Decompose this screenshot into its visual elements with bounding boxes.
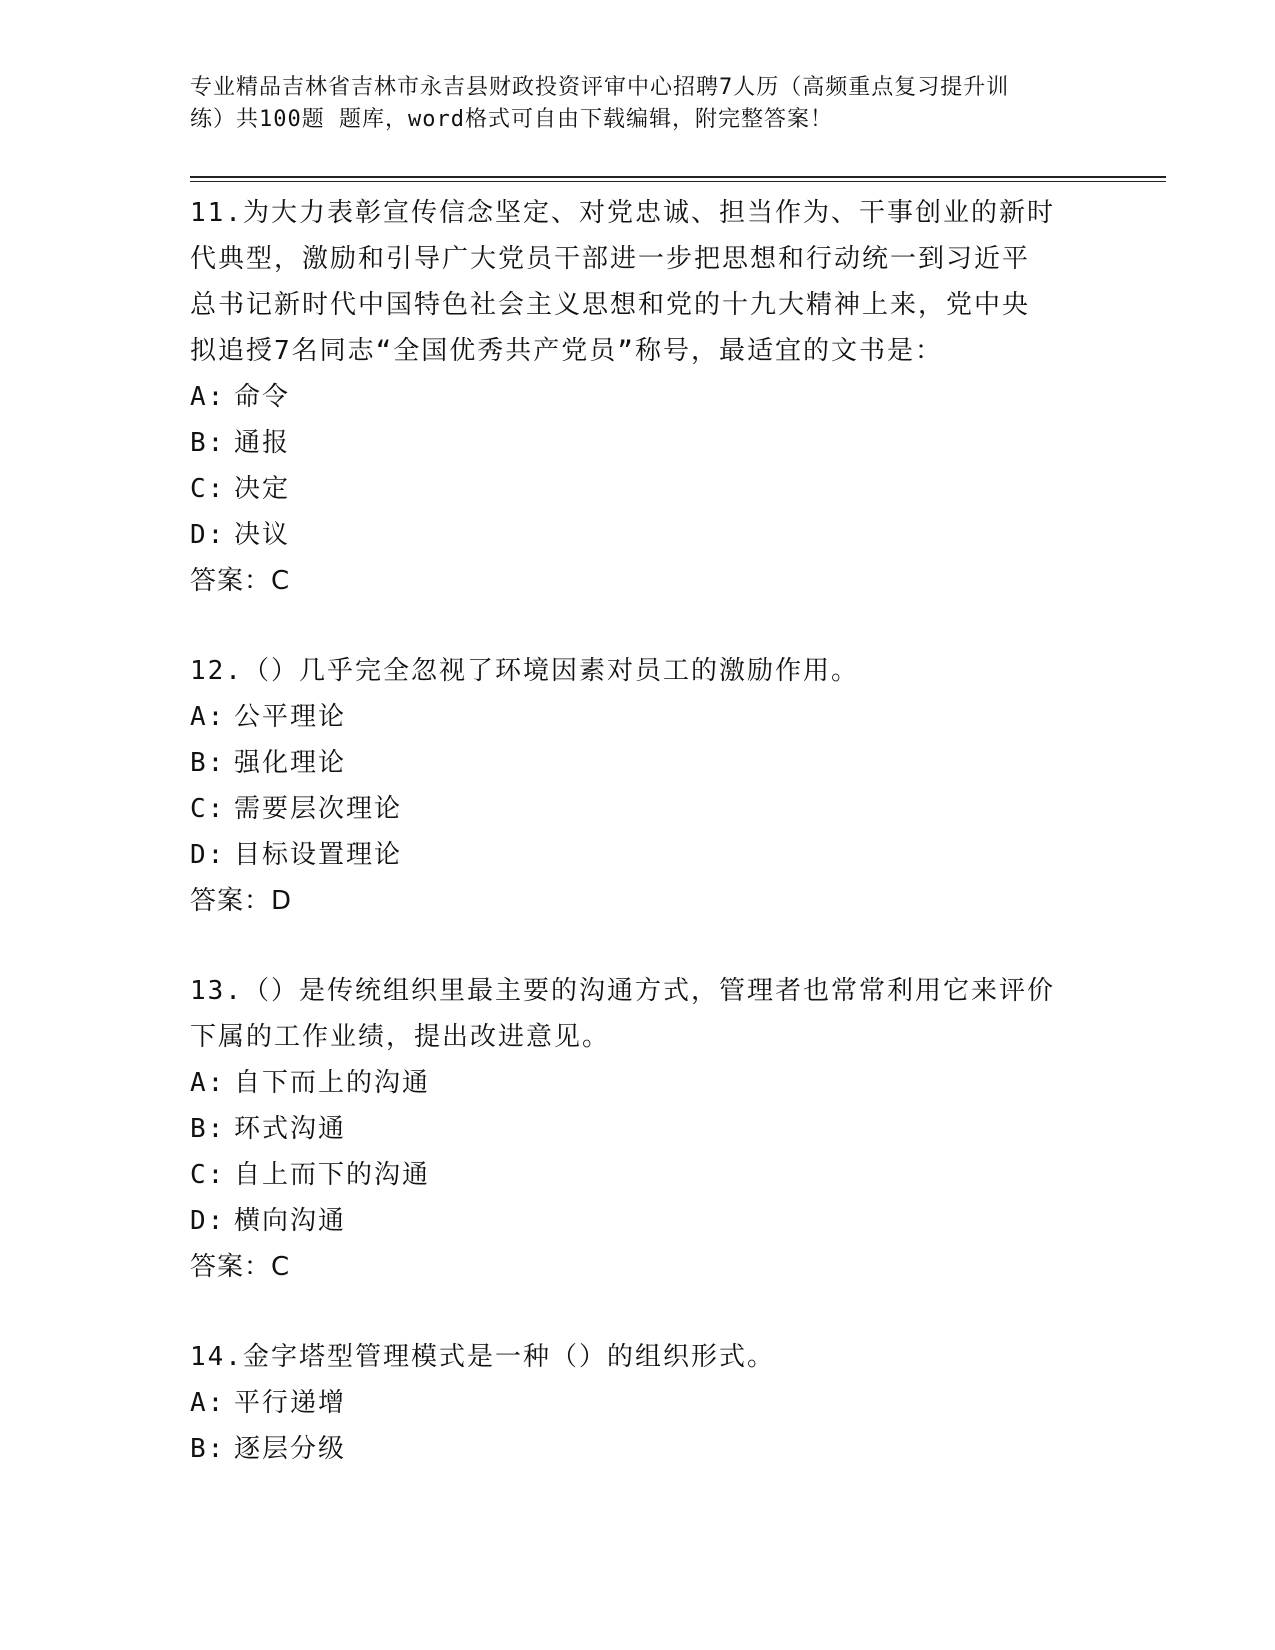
option-text: 目标设置理论 — [234, 840, 403, 870]
option-letter: A: — [190, 1068, 226, 1098]
question-12 — [190, 648, 1090, 924]
option-letter: A: — [190, 382, 226, 412]
answer-line: 答案：D — [190, 886, 293, 916]
question-stem-line: 12.（）几乎完全忽视了环境因素对员工的激励作用。 — [190, 656, 859, 686]
header-line-1: 专业精品吉林省吉林市永吉县财政投资评审中心招聘7人历（高频重点复习提升训 — [190, 75, 1010, 100]
header-line-2: 练）共100题 题库，word格式可自由下载编辑，附完整答案！ — [190, 107, 833, 132]
option-text: 横向沟通 — [234, 1206, 347, 1236]
option-b — [190, 420, 1090, 466]
question-stem-line: 13.（）是传统组织里最主要的沟通方式，管理者也常常利用它来评价 — [190, 976, 1055, 1006]
question-stem-line: 总书记新时代中国特色社会主义思想和党的十九大精神上来，党中央 — [190, 290, 1031, 320]
option-text: 通报 — [234, 428, 291, 458]
option-letter: D: — [190, 520, 226, 550]
option-b — [190, 1426, 1090, 1472]
option-a — [190, 694, 1090, 740]
question-list — [190, 190, 1090, 1472]
option-text: 决议 — [234, 520, 291, 550]
option-text: 强化理论 — [234, 748, 347, 778]
option-d — [190, 832, 1090, 878]
option-letter: A: — [190, 702, 226, 732]
answer-line: 答案：C — [190, 1252, 291, 1282]
option-d — [190, 1198, 1090, 1244]
option-a — [190, 1060, 1090, 1106]
document-header — [190, 72, 1090, 136]
option-letter: A: — [190, 1388, 226, 1418]
header-divider-thick — [190, 176, 1166, 178]
question-stem-line: 拟追授7名同志“全国优秀共产党员”称号，最适宜的文书是： — [190, 336, 943, 366]
option-text: 需要层次理论 — [234, 794, 403, 824]
option-letter: B: — [190, 748, 226, 778]
question-stem-line: 下属的工作业绩，提出改进意见。 — [190, 1022, 611, 1052]
option-a — [190, 1380, 1090, 1426]
answer-line: 答案：C — [190, 566, 291, 596]
option-text: 公平理论 — [234, 702, 347, 732]
option-d — [190, 512, 1090, 558]
option-b — [190, 1106, 1090, 1152]
question-stem-line: 11.为大力表彰宣传信念坚定、对党忠诚、担当作为、干事创业的新时 — [190, 198, 1055, 228]
option-text: 自上而下的沟通 — [234, 1160, 431, 1190]
option-letter: C: — [190, 794, 226, 824]
question-14 — [190, 1334, 1090, 1472]
option-c — [190, 786, 1090, 832]
question-13 — [190, 968, 1090, 1290]
option-text: 逐层分级 — [234, 1434, 347, 1464]
question-stem-line: 代典型，激励和引导广大党员干部进一步把思想和行动统一到习近平 — [190, 244, 1031, 274]
question-11 — [190, 190, 1090, 604]
option-letter: B: — [190, 1434, 226, 1464]
option-a — [190, 374, 1090, 420]
question-stem-line: 14.金字塔型管理模式是一种（）的组织形式。 — [190, 1342, 775, 1372]
option-letter: D: — [190, 1206, 226, 1236]
option-text: 环式沟通 — [234, 1114, 347, 1144]
header-divider-thin — [190, 181, 1166, 182]
option-letter: B: — [190, 1114, 226, 1144]
option-letter: C: — [190, 1160, 226, 1190]
option-text: 命令 — [234, 382, 291, 412]
option-text: 平行递增 — [234, 1388, 347, 1418]
option-b — [190, 740, 1090, 786]
option-letter: B: — [190, 428, 226, 458]
option-letter: D: — [190, 840, 226, 870]
option-c — [190, 466, 1090, 512]
option-text: 自下而上的沟通 — [234, 1068, 431, 1098]
option-text: 决定 — [234, 474, 291, 504]
option-letter: C: — [190, 474, 226, 504]
option-c — [190, 1152, 1090, 1198]
